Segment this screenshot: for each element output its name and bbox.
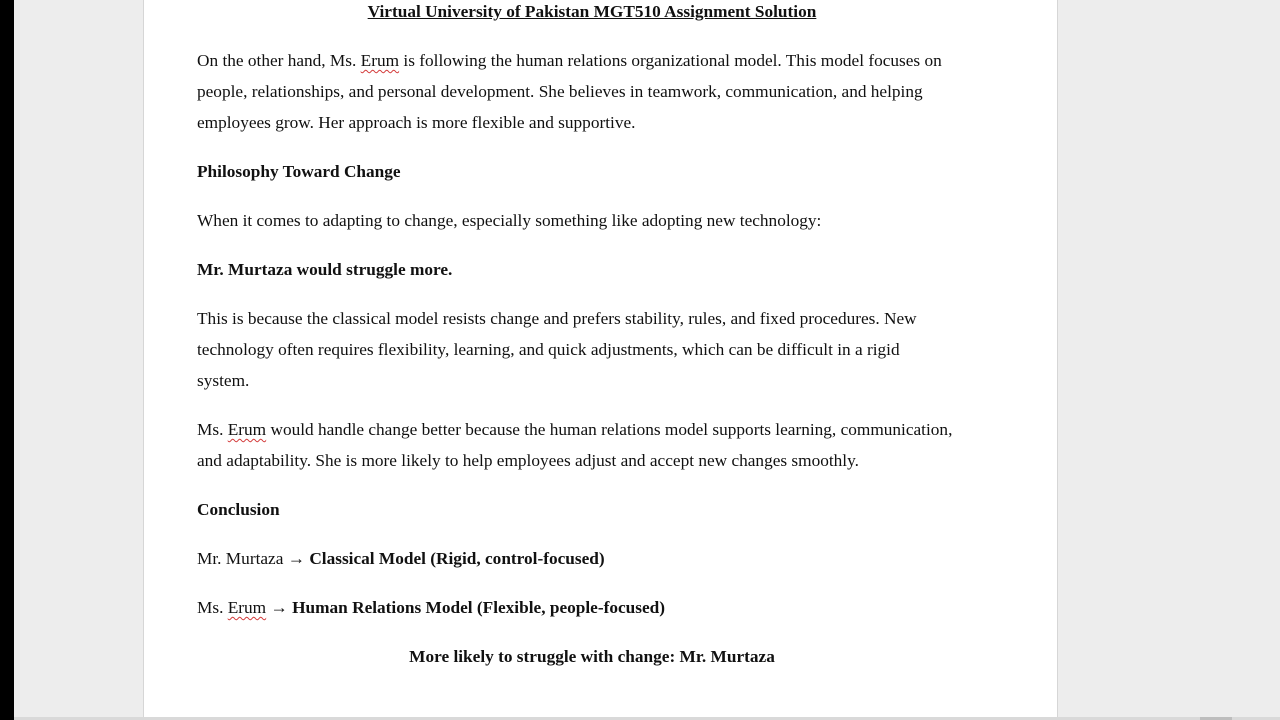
text-run: Mr. Murtaza → <box>197 549 310 568</box>
model-label: Classical Model (Rigid, control-focused) <box>309 549 605 568</box>
heading-conclusion: Conclusion <box>197 500 280 519</box>
paragraph-2: When it comes to adapting to change, especially something like adopting new technology: <box>197 211 822 230</box>
left-window-edge <box>0 0 14 720</box>
paragraph-3-line-3: system. <box>197 371 250 390</box>
final-conclusion-line: More likely to struggle with change: Mr. Murtaza <box>409 647 775 666</box>
text-run: Ms. <box>197 420 228 439</box>
spellcheck-word[interactable]: Erum <box>227 598 267 617</box>
paragraph-4-line-2: and adaptability. She is more likely to help employees adjust and accept new changes smoothly. <box>197 451 859 470</box>
spellcheck-word[interactable]: Erum <box>227 420 267 439</box>
paragraph-4-line-1 <box>197 414 952 445</box>
document-title: Virtual University of Pakistan MGT510 Assignment Solution <box>367 2 817 21</box>
text-run: → <box>266 598 293 617</box>
conclusion-erum <box>197 592 665 623</box>
text-run: would handle change better because the human relations model supports learning, communication, <box>266 420 953 439</box>
paragraph-1-line-3: employees grow. Her approach is more flexible and supportive. <box>197 113 636 132</box>
paragraph-3-line-1: This is because the classical model resists change and prefers stability, rules, and fixed procedures. New <box>197 309 917 328</box>
text-run: On the other hand, Ms. <box>197 51 361 70</box>
text-run: Ms. <box>197 598 228 617</box>
model-label: Human Relations Model (Flexible, people-focused) <box>292 598 666 617</box>
paragraph-1-line-2: people, relationships, and personal development. She believes in teamwork, communication, and helping <box>197 82 923 101</box>
paragraph-1-line-1 <box>197 45 942 76</box>
conclusion-murtaza <box>197 543 605 574</box>
text-run: is following the human relations organizational model. This model focuses on <box>399 51 942 70</box>
document-workspace[interactable] <box>14 0 1280 720</box>
murtaza-struggle-statement: Mr. Murtaza would struggle more. <box>197 260 453 279</box>
document-page[interactable] <box>143 0 1058 720</box>
heading-philosophy-toward-change: Philosophy Toward Change <box>197 162 401 181</box>
spellcheck-word[interactable]: Erum <box>360 51 400 70</box>
paragraph-3-line-2: technology often requires flexibility, learning, and quick adjustments, which can be difficult in a rigid <box>197 340 900 359</box>
